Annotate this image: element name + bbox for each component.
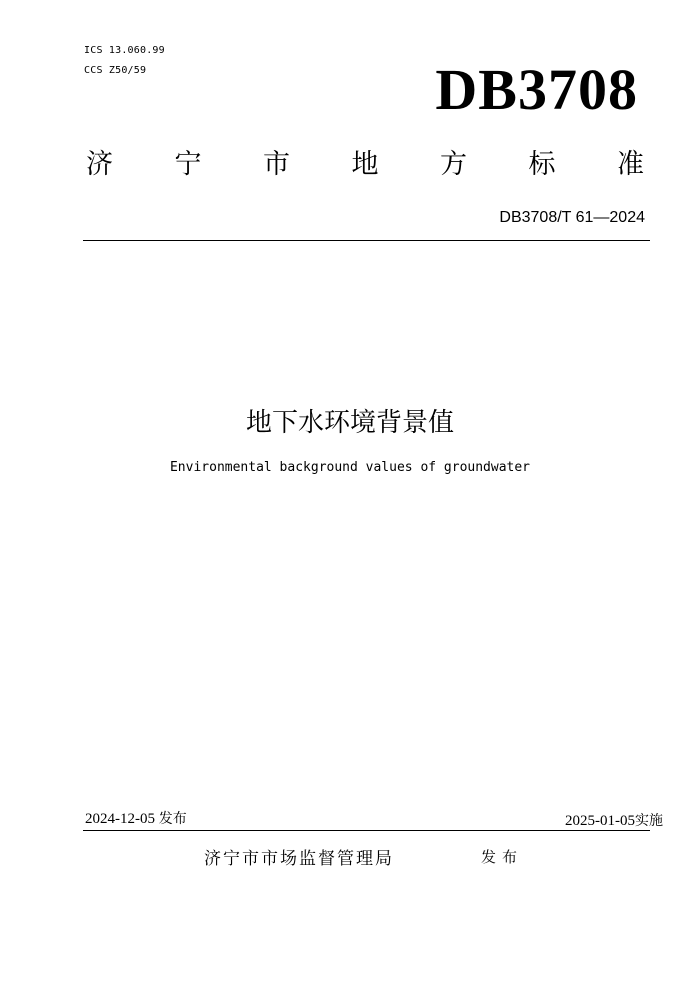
standard-type-char: 方 (440, 149, 467, 180)
publish-date-label: 发布 (158, 811, 187, 827)
document-title-cn: 地下水环境背景值 (245, 408, 454, 438)
standard-type-char: 准 (617, 149, 644, 180)
issue-label: 发布 (481, 848, 524, 866)
implement-date (565, 812, 663, 830)
standard-type-char: 标 (528, 149, 556, 180)
standard-code-logo: DB3708 (435, 57, 638, 122)
standard-type-char: 地 (351, 149, 379, 180)
issuing-authority: 济宁市市场监督管理局 (204, 849, 394, 869)
ccs-code: CCS Z50/59 (84, 65, 147, 76)
publish-date (85, 810, 187, 828)
standard-type-title (86, 148, 644, 182)
bottom-divider (83, 830, 650, 831)
implement-date-label: 实施 (635, 813, 663, 829)
ics-code: ICS 13.060.99 (84, 45, 165, 56)
standard-type-char: 宁 (174, 149, 202, 180)
standard-type-char: 市 (263, 149, 290, 180)
top-divider (83, 240, 650, 241)
standard-number: DB3708/T 61—2024 (499, 209, 645, 226)
standard-type-char: 济 (86, 149, 113, 180)
document-title-en: Environmental background values of groundwater (169, 460, 531, 475)
publish-date-value: 2024-12-05 (85, 811, 155, 827)
implement-date-value: 2025-01-05 (565, 813, 635, 829)
